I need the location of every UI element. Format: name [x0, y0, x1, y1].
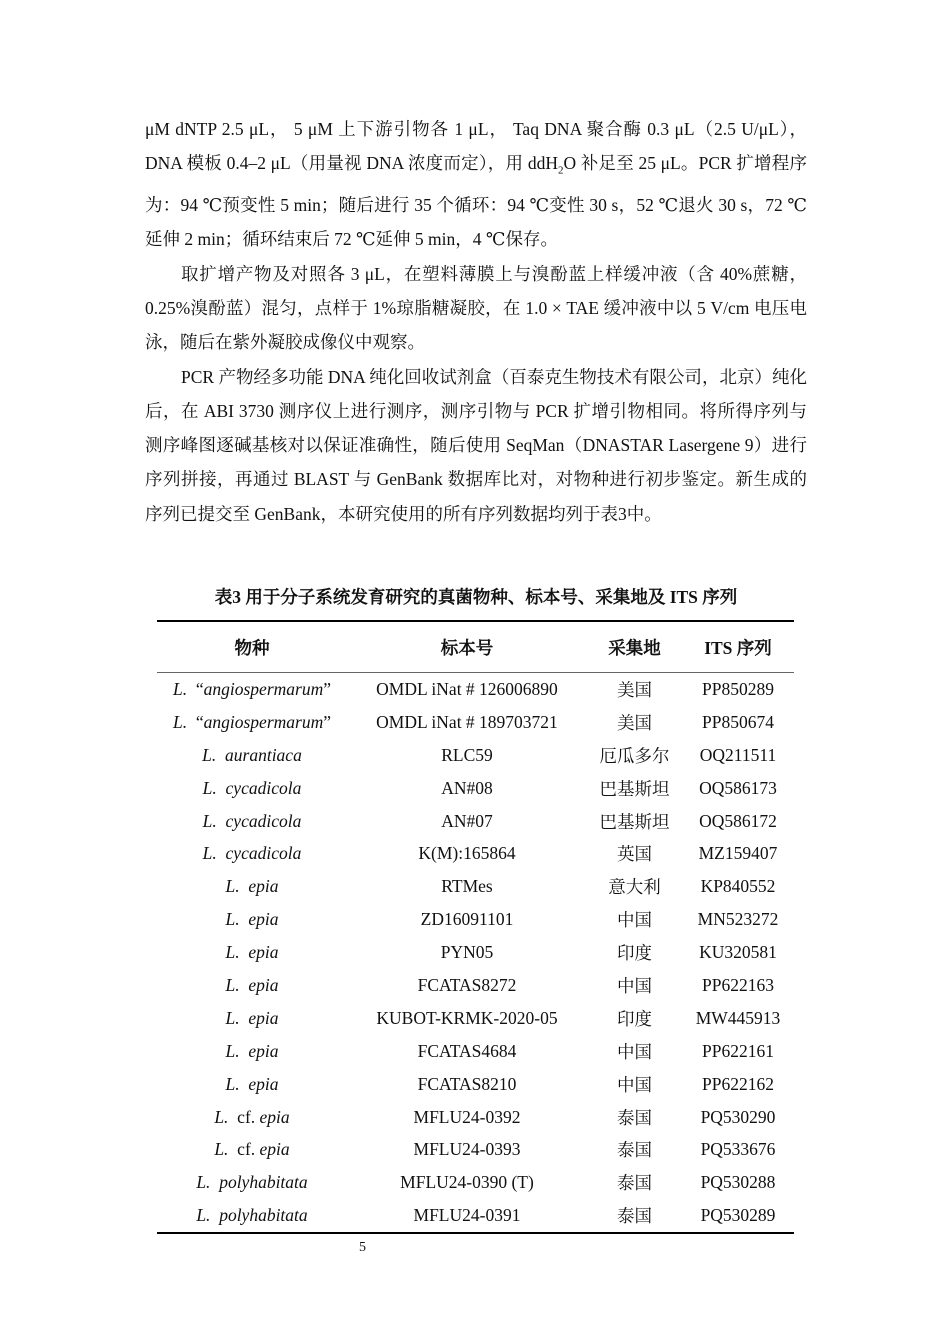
specimen-cell: FCATAS8210 [417, 1073, 517, 1094]
location-cell: 印度 [617, 1008, 652, 1029]
its-cell: PQ530288 [700, 1172, 776, 1193]
its-cell: OQ586173 [699, 777, 777, 798]
its-cell: PQ533676 [700, 1139, 776, 1160]
species-cell [157, 739, 347, 772]
its-cell: MZ159407 [698, 843, 778, 864]
location-cell: 厄瓜多尔 [599, 745, 670, 766]
species-table [157, 620, 794, 1234]
page-number: 5 [359, 1240, 366, 1255]
location-cell: 泰国 [617, 1140, 652, 1161]
location-cell: 中国 [617, 1041, 652, 1062]
its-cell: OQ586172 [699, 810, 777, 831]
table-row [157, 1101, 794, 1134]
species-epithet: aurantiaca [225, 744, 302, 765]
table-row [157, 969, 794, 1002]
genus: L. [196, 1205, 211, 1226]
table-row [157, 1199, 794, 1233]
table-row [157, 1068, 794, 1101]
species-epithet: epia [248, 974, 279, 995]
species-cell [157, 706, 347, 739]
genus: L. [225, 909, 240, 930]
table-row [157, 772, 794, 805]
location-cell: 美国 [617, 712, 652, 733]
genus: L. [202, 810, 217, 831]
species-cell [157, 673, 347, 706]
genus: L. [172, 711, 188, 732]
pcr-mix-text-a: μM dNTP 2.5 μL， 5 μM 上下游引物各 1 μL， Taq DNA 聚合酶 0.3 μL（2.5 U/μL）， DNA 模板 0.4–2 μL（用量视 DNA 浓度而定），用 ddH [145, 119, 807, 174]
species-cell [157, 1199, 347, 1233]
its-cell: PP622162 [702, 1073, 774, 1094]
location-cell: 美国 [617, 679, 652, 700]
species-cell [157, 1035, 347, 1068]
table-row [157, 936, 794, 969]
table-header-row [157, 621, 794, 673]
species-prefix: cf. [237, 1139, 260, 1160]
location-cell: 英国 [617, 844, 652, 865]
paragraph-pcr-mix [145, 112, 807, 257]
specimen-cell: FCATAS4684 [417, 1040, 517, 1061]
species-cell [157, 772, 347, 805]
species-epithet: polyhabitata [219, 1205, 308, 1226]
genus: L. [225, 1007, 240, 1028]
location-cell: 巴基斯坦 [599, 778, 670, 799]
species-epithet: cycadicola [225, 810, 302, 831]
its-cell: KU320581 [699, 942, 777, 963]
table-body [157, 673, 794, 1234]
its-cell: MN523272 [697, 909, 779, 930]
its-cell: PP622163 [702, 974, 774, 995]
species-cell [157, 1002, 347, 1035]
genus: L. [196, 1172, 211, 1193]
genus: L. [225, 942, 240, 963]
table-row [157, 1166, 794, 1199]
location-cell: 中国 [617, 910, 652, 931]
its-cell: MW445913 [695, 1007, 781, 1028]
species-cell [157, 1133, 347, 1166]
genus: L. [172, 678, 188, 699]
location-cell: 泰国 [617, 1107, 652, 1128]
specimen-cell: MFLU24-0393 [413, 1139, 521, 1160]
species-epithet: angiospermarum [203, 711, 324, 732]
genus: L. [214, 1139, 229, 1160]
species-cell [157, 805, 347, 838]
specimen-cell: RLC59 [441, 744, 493, 765]
species-cell [157, 969, 347, 1002]
its-cell: OQ211511 [699, 744, 777, 765]
specimen-cell: OMDL iNat # 126006890 [376, 678, 558, 699]
specimen-cell: OMDL iNat # 189703721 [376, 711, 558, 732]
its-cell: KP840552 [700, 876, 776, 897]
location-cell: 中国 [617, 975, 652, 996]
table-row [157, 903, 794, 936]
document-page [145, 112, 807, 1227]
location-cell: 泰国 [617, 1173, 652, 1194]
genus: L. [225, 1040, 240, 1061]
species-epithet: epia [248, 1040, 279, 1061]
genus: L. [202, 843, 217, 864]
header-species: 物种 [157, 621, 347, 673]
location-cell: 意大利 [608, 877, 661, 898]
species-epithet: epia [259, 1139, 290, 1160]
genus: L. [202, 744, 217, 765]
its-cell: PQ530290 [700, 1106, 776, 1127]
genus: L. [225, 876, 240, 897]
species-epithet: epia [248, 876, 279, 897]
species-epithet: polyhabitata [219, 1172, 308, 1193]
table-row [157, 805, 794, 838]
specimen-cell: AN#08 [441, 777, 493, 798]
genus: L. [225, 974, 240, 995]
subscript-2: 2 [558, 164, 564, 177]
table-caption: 表3 用于分子系统发育研究的真菌物种、标本号、采集地及 ITS 序列 [214, 587, 738, 607]
paragraph-electrophoresis: 取扩增产物及对照各 3 μL，在塑料薄膜上与溴酚蓝上样缓冲液（含 40%蔗糖，0.25%溴酚蓝）混匀，点样于 1%琼脂糖凝胶，在 1.0 × TAE 缓冲液中以 5 V/cm 电压电泳，随后在紫外凝胶成像仪中观察。 [145, 263, 807, 353]
specimen-cell: MFLU24-0392 [413, 1106, 521, 1127]
its-cell: PQ530289 [682, 1199, 794, 1233]
species-prefix: “ [195, 711, 204, 732]
table-row [157, 1133, 794, 1166]
table-row [157, 739, 794, 772]
species-cell [157, 1166, 347, 1199]
genus: L. [214, 1106, 229, 1127]
species-prefix: “ [195, 678, 204, 699]
species-cell [157, 1068, 347, 1101]
species-cell [157, 1101, 347, 1134]
genus: L. [225, 1073, 240, 1094]
pcr-mix-text-b: O 补足至 25 μL。PCR 扩增程序为：94 ℃预变性 5 min；随后进行 35 个循环：94 ℃变性 30 s，52 ℃退火 30 s，72 ℃延伸 2 min；循环结束后 72 ℃延伸 5 min，4 ℃保存。 [145, 153, 807, 250]
paragraph-sequencing: PCR 产物经多功能 DNA 纯化回收试剂盒（百泰克生物技术有限公司，北京）纯化后，在 ABI 3730 测序仪上进行测序，测序引物与 PCR 扩增引物相同。将所得序列与测序峰图逐碱基核对以保证准确性，随后使用 SeqMan（DNASTAR Lasergene 9）进行序列拼接，再通过 BLAST 与 GenBank 数据库比对，对物种进行初步鉴定。新生成的序列已提交至 GenBank，本研究使用的所有序列数据均列于表3中。 [145, 366, 807, 524]
table-row [157, 673, 794, 706]
its-cell: PP850289 [702, 678, 774, 699]
species-prefix: cf. [237, 1106, 260, 1127]
species-epithet: cycadicola [225, 843, 302, 864]
table-row [157, 870, 794, 903]
species-epithet: epia [248, 942, 279, 963]
species-epithet: epia [248, 1073, 279, 1094]
specimen-cell: FCATAS8272 [417, 974, 517, 995]
species-epithet: epia [248, 909, 279, 930]
its-cell: PP622161 [702, 1040, 774, 1061]
specimen-cell: ZD16091101 [420, 909, 514, 930]
species-cell [157, 936, 347, 969]
genus: L. [202, 777, 217, 798]
species-epithet: epia [248, 1007, 279, 1028]
species-epithet: epia [259, 1106, 290, 1127]
specimen-cell: RTMes [441, 876, 493, 897]
specimen-cell: K(M):165864 [418, 843, 516, 864]
species-suffix: ” [323, 711, 331, 732]
species-epithet: cycadicola [225, 777, 302, 798]
table-row [157, 837, 794, 870]
species-cell [157, 837, 347, 870]
specimen-cell: MFLU24-0391 [347, 1199, 587, 1233]
specimen-cell: MFLU24-0390 (T) [400, 1172, 534, 1193]
location-cell: 印度 [617, 943, 652, 964]
location-cell: 巴基斯坦 [599, 811, 670, 832]
header-specimen: 标本号 [347, 621, 587, 673]
its-cell: PP850674 [702, 711, 774, 732]
table-row [157, 706, 794, 739]
header-its: ITS 序列 [682, 621, 794, 673]
specimen-cell: AN#07 [441, 810, 493, 831]
species-cell [157, 903, 347, 936]
species-suffix: ” [323, 678, 331, 699]
location-cell: 泰国 [587, 1199, 682, 1233]
table-row [157, 1035, 794, 1068]
location-cell: 中国 [617, 1074, 652, 1095]
specimen-cell: KUBOT-KRMK-2020-05 [376, 1007, 558, 1028]
species-epithet: angiospermarum [203, 678, 324, 699]
table-row [157, 1002, 794, 1035]
header-location: 采集地 [587, 621, 682, 673]
specimen-cell: PYN05 [440, 942, 494, 963]
species-cell [157, 870, 347, 903]
